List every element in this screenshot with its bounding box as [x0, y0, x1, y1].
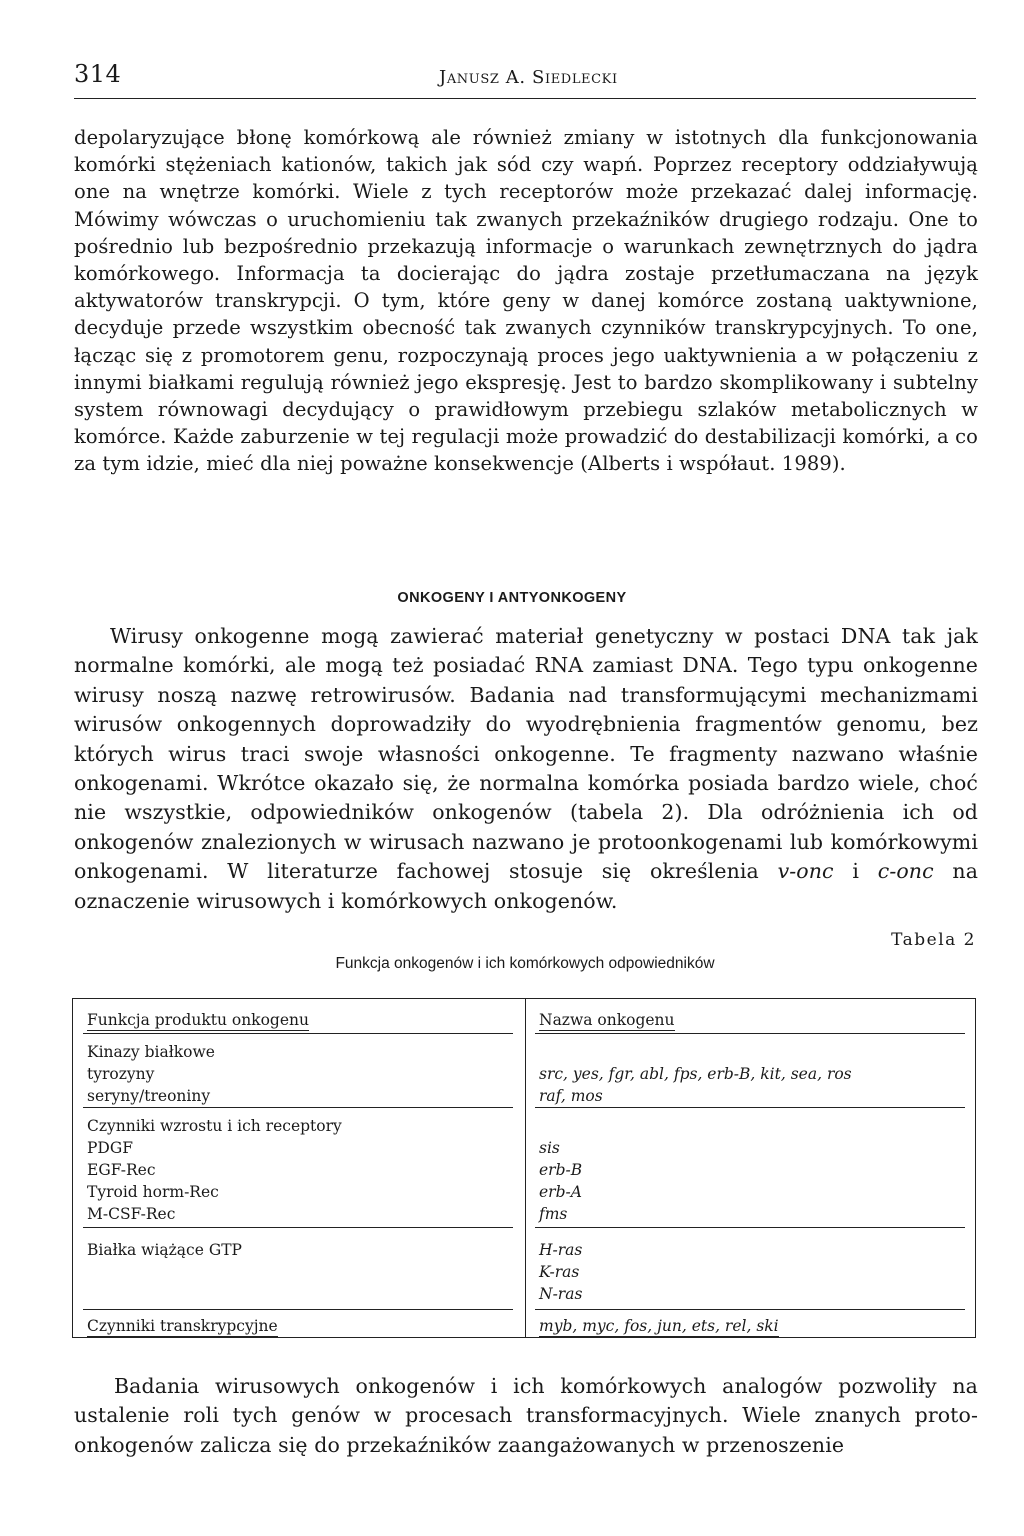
table-number: Tabela 2 [891, 930, 976, 950]
page-number: 314 [74, 60, 122, 88]
row-text: erb-B [539, 1161, 583, 1179]
table-group-rule [83, 1227, 513, 1228]
paragraph-2-conjunction: i [852, 859, 860, 884]
table-row-kinases-names [539, 1063, 959, 1107]
term-v-onc: v-onc [777, 859, 834, 884]
row-text: N-ras [539, 1285, 583, 1303]
table-header-oncogene-name [539, 1009, 959, 1031]
row-text: Tyroid horm-Rec [87, 1183, 219, 1201]
paragraph-2-text: Wirusy onkogenne mogą zawierać materiał genetyczny w postaci DNA tak jak normalne komórki, ale mogą też posiadać RNA zamiast DNA. Tego typu onkogenne wirusy noszą nazwę retrowirusów. Badania nad transformującymi mechanizmami wirusów onkogennych doprowadziły do wyodrębnienia fragmentów genomu, bez których wirus traci swoje własności onkogenne. Te fragmenty nazwano właśnie onkogenami. Wkrótce okazało się, że normalna komórka posiada bardzo wiele, choć nie wszystkie, odpowiedników onkogenów (tabela 2). Dla odróżnienia ich od onkogenów znalezionych w wirusach nazwano je protoonkogenami lub komórkowymi onkogenami. W literaturze fachowej stosuje się określenia [74, 624, 978, 884]
row-text: raf, mos [539, 1087, 603, 1105]
row-text: sis [539, 1139, 560, 1157]
row-text: M-CSF-Rec [87, 1205, 176, 1223]
table-column-divider [525, 999, 526, 1337]
table-row-transcription-names [539, 1315, 959, 1337]
row-text: H-ras [539, 1241, 583, 1259]
table-group-rule [535, 1227, 965, 1228]
body-paragraph-1: depolaryzujące błonę komórkową ale również zmiany w istotnych dla funkcjonowania komórki stężeniach kationów, takich jak sód czy wapń. Poprzez receptory oddziaływują one na wnętrze komórki. Wiele z tych receptorów może przekazać dalej informację. Mówimy wówczas o uruchomieniu tak zwanych przekaźników drugiego rodzaju. One to pośrednio lub bezpośrednio przekazują informacje o warunkach zewnętrznych do jądra komórkowego. Informacja ta docierając do jądra zostaje przetłumaczana na język aktywatorów transkrypcji. O tym, które geny w danej komórce zostaną uaktywnione, decyduje przede wszystkim obecność tak zwanych czynników transkrypcyjnych. To one, łącząc się z promotorem genu, rozpoczynają proces jego uaktywnienia a w połączeniu z innymi białkami regulują również jego ekspresję. Jest to bardzo skomplikowany i subtelny system równowagi decydujący o prawidłowym przebiegu szlaków metabolicznych w komórce. Każde zaburzenie w tej regulacji może prowadzić do destabilizacji komórki, a co za tym idzie, mieć dla niej poważne konsekwencje (Alberts i współaut. 1989). [74, 126, 978, 476]
table-row-kinases-function [87, 1041, 507, 1107]
table-header-rule [535, 1033, 965, 1034]
body-paragraph-2 [74, 622, 978, 916]
paragraph-2-ending: na oznaczenie wirusowych i komórkowych onkogenów. [74, 859, 979, 913]
row-text: myb, myc, fos, jun, ets, rel, ski [539, 1317, 779, 1335]
table-row-transcription-function [87, 1315, 507, 1337]
row-text: Czynniki transkrypcyjne [87, 1317, 278, 1335]
row-text: seryny/treoniny [87, 1087, 211, 1105]
table-group-rule [535, 1309, 965, 1310]
table-row-gtp-names [539, 1239, 959, 1305]
row-text: EGF-Rec [87, 1161, 156, 1179]
table-group-rule [83, 1309, 513, 1310]
oncogene-table [72, 998, 976, 1338]
header-function-text: Funkcja produktu onkogenu [87, 1011, 309, 1029]
header-name-text: Nazwa onkogenu [539, 1011, 675, 1029]
page-header [74, 60, 976, 99]
row-text: K-ras [539, 1263, 580, 1281]
row-text: Białka wiążące GTP [87, 1241, 242, 1259]
table-group-rule [83, 1107, 513, 1108]
row-text: Kinazy białkowe [87, 1043, 215, 1061]
row-text: tyrozyny [87, 1065, 155, 1083]
table-row-growth-factors-function [87, 1115, 507, 1225]
running-head: Janusz A. Siedlecki [439, 67, 618, 88]
row-text: fms [539, 1205, 568, 1223]
row-text: src, yes, fgr, abl, fps, erb-B, kit, sea, ros [539, 1065, 852, 1083]
table-header-rule [83, 1033, 513, 1034]
table-group-rule [535, 1107, 965, 1108]
term-c-onc: c-onc [877, 859, 934, 884]
table-row-gtp-function [87, 1239, 507, 1261]
table-row-growth-factors-names [539, 1137, 959, 1225]
row-text: Czynniki wzrostu i ich receptory [87, 1117, 342, 1135]
table-header-function [87, 1009, 507, 1031]
section-heading: ONKOGENY I ANTYONKOGENY [397, 590, 627, 606]
row-text: erb-A [539, 1183, 582, 1201]
row-text: PDGF [87, 1139, 133, 1157]
body-paragraph-3: Badania wirusowych onkogenów i ich komórkowych analogów pozwoliły na ustalenie roli tych genów w procesach transformacyjnych. Wiele znanych proto-onkogenów zalicza się do przekaźników zaangażowanych w przenoszenie [74, 1374, 978, 1457]
table-caption: Funkcja onkogenów i ich komórkowych odpowiedników [335, 955, 715, 972]
